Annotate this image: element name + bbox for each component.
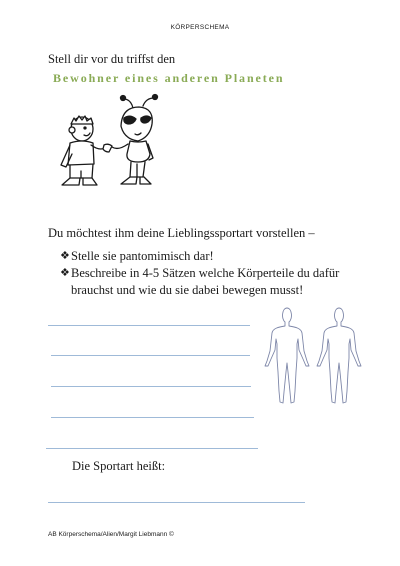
page-header: KÖRPERSCHEMA [170,24,230,31]
writing-line-5[interactable] [46,448,258,449]
task-item [60,265,365,299]
writing-line-4[interactable] [51,417,254,418]
task-item [60,248,365,265]
bullet-diamond-icon: ❖ [60,267,70,279]
body-outline-front [265,308,309,403]
sport-name-line[interactable] [48,502,305,503]
intro-text: Stell dir vor du triffst den [48,52,176,66]
footer-credit: AB Körperschema/Alien/Margit Liebmann © [48,531,174,538]
writing-line-2[interactable] [51,355,250,356]
task-text: Stelle sie pantomimisch dar! [71,249,214,263]
boy-alien-handshake-illustration [52,92,162,190]
planet-heading: Bewohner eines anderen Planeten [53,71,285,85]
body-outline-back [317,308,361,403]
task-text: Beschreibe in 4-5 Sätzen welche Körperteile du dafür brauchst und wie du sie dabei bewegen musst! [71,266,340,297]
body-outline-figures [259,306,369,406]
instruction-text: Du möchtest ihm deine Lieblingssportart vorstellen – [48,226,315,240]
bullet-diamond-icon: ❖ [60,250,70,262]
sport-name-label: Die Sportart heißt: [72,459,166,473]
writing-line-1[interactable] [48,325,250,326]
task-list [60,248,365,299]
writing-line-3[interactable] [51,386,251,387]
